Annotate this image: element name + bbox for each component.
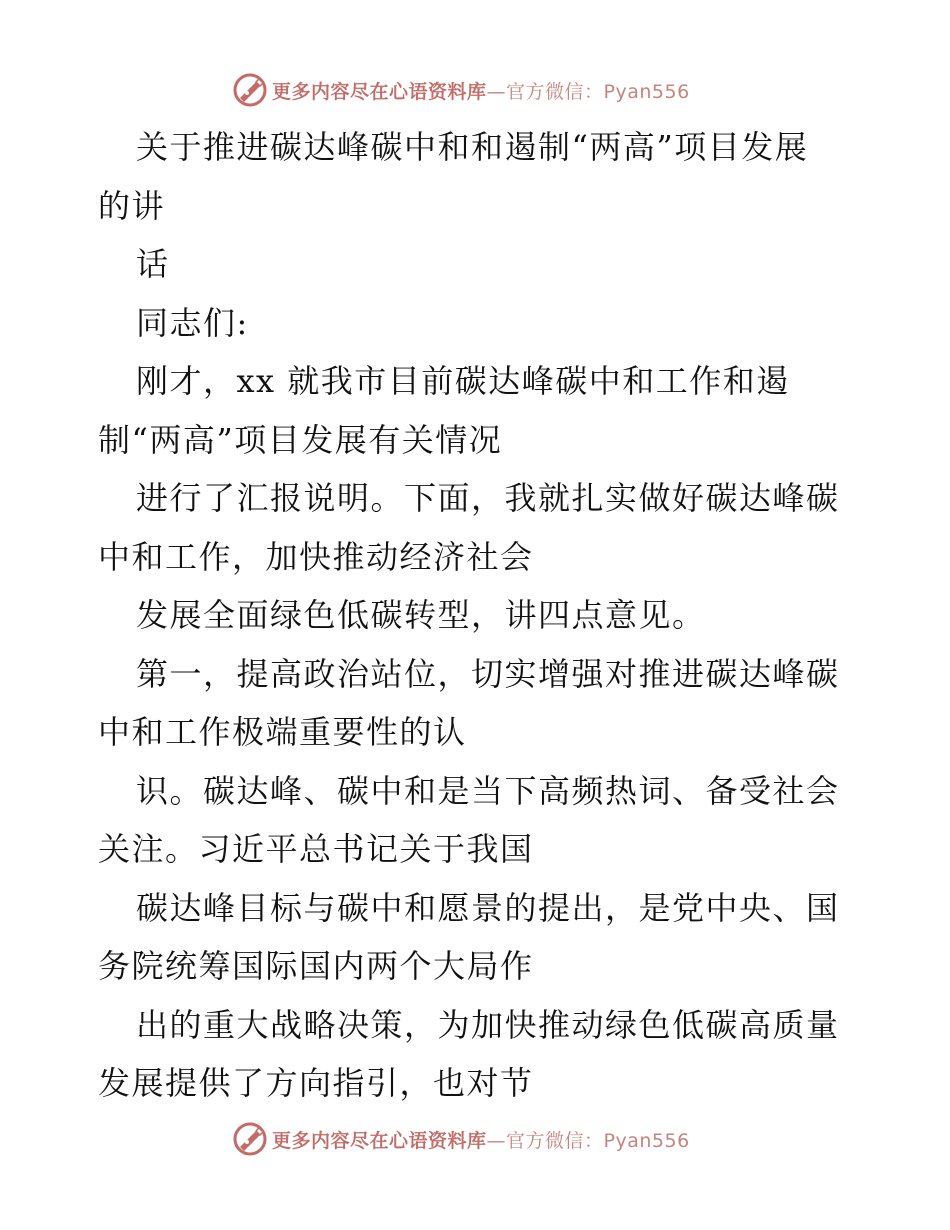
watermark-text <box>272 77 690 104</box>
text-line: 发展全面绿色低碳转型，讲四点意见。 <box>136 596 706 634</box>
watermark-suffix: —官方微信：Pyan556 <box>486 1129 690 1152</box>
watermark-suffix: —官方微信：Pyan556 <box>486 80 690 103</box>
text-line: 中和工作，加快推动经济社会 <box>98 537 534 576</box>
pen-logo-icon <box>232 1121 268 1157</box>
text-line: 关注。习近平总书记关于我国 <box>98 830 534 868</box>
text-line: 进行了汇报说明。下面，我就扎实做好碳达峰碳 <box>136 479 840 517</box>
text-line: 出的重大战略决策，为加快推动绿色低碳高质量 <box>136 1005 840 1044</box>
text-line: 关于推进碳达峰碳中和和遏制“两高”项目发展 <box>136 128 809 166</box>
text-line: 刚才，xx 就我市目前碳达峰碳中和工作和遏 <box>136 362 790 400</box>
text-line: 务院统筹国际国内两个大局作 <box>98 947 534 985</box>
text-line: 中和工作极端重要性的认 <box>98 713 467 751</box>
footer-watermark <box>232 1120 690 1158</box>
pen-logo-icon <box>232 72 268 108</box>
watermark-prefix: 更多内容尽在心语资料库 <box>272 1129 487 1152</box>
text-line: 识。碳达峰、碳中和是当下高频热词、备受社会 <box>136 771 840 810</box>
text-line: 碳达峰目标与碳中和愿景的提出，是党中央、国 <box>136 888 840 927</box>
watermark-text <box>272 1126 690 1153</box>
text-line: 话 <box>136 245 170 283</box>
header-watermark <box>232 71 690 109</box>
watermark-prefix: 更多内容尽在心语资料库 <box>272 80 487 103</box>
text-line: 制“两高”项目发展有关情况 <box>98 420 503 459</box>
document-body <box>98 118 858 1113</box>
text-line: 同志们: <box>136 303 249 342</box>
text-line: 发展提供了方向指引，也对节 <box>98 1064 534 1102</box>
text-line: 的讲 <box>98 186 166 225</box>
text-line: 第一，提高政治站位，切实增强对推进碳达峰碳 <box>136 654 840 693</box>
